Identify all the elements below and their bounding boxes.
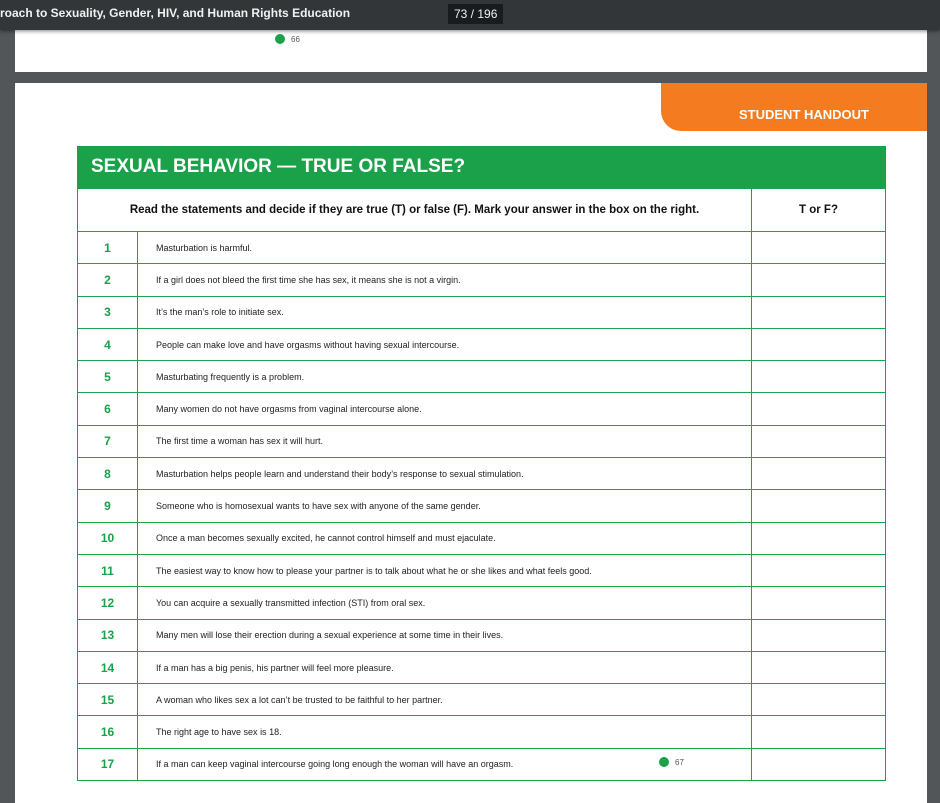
table-row	[78, 361, 886, 393]
answer-column-header: T or F?	[752, 189, 886, 232]
answer-box[interactable]	[752, 425, 886, 457]
table-row	[78, 748, 886, 780]
table-row	[78, 587, 886, 619]
page-number-prev-label: 66	[291, 34, 300, 44]
statement-text: A woman who likes sex a lot can’t be trusted to be faithful to her partner.	[138, 684, 752, 716]
statement-text: Many women do not have orgasms from vaginal intercourse alone.	[138, 393, 752, 425]
statement-number: 7	[78, 425, 138, 457]
answer-box[interactable]	[752, 522, 886, 554]
answer-box[interactable]	[752, 619, 886, 651]
statement-text: You can acquire a sexually transmitted infection (STI) from oral sex.	[138, 587, 752, 619]
true-false-table	[77, 188, 886, 781]
statement-number: 10	[78, 522, 138, 554]
statement-number: 11	[78, 554, 138, 586]
table-row	[78, 264, 886, 296]
table-row	[78, 522, 886, 554]
table-row	[78, 232, 886, 264]
student-handout-label: STUDENT HANDOUT	[739, 107, 869, 122]
statement-text: Someone who is homosexual wants to have sex with anyone of the same gender.	[138, 490, 752, 522]
page-number-prev	[275, 34, 300, 44]
answer-box[interactable]	[752, 296, 886, 328]
answer-box[interactable]	[752, 458, 886, 490]
statement-text: If a man has a big penis, his partner will feel more pleasure.	[138, 651, 752, 683]
statement-number: 2	[78, 264, 138, 296]
statement-text: The easiest way to know how to please your partner is to talk about what he or she likes and what feels good.	[138, 554, 752, 586]
table-row	[78, 619, 886, 651]
answer-box[interactable]	[752, 554, 886, 586]
instructions-header: Read the statements and decide if they are true (T) or false (F). Mark your answer in the box on the right.	[78, 189, 752, 232]
statement-number: 13	[78, 619, 138, 651]
statement-number: 16	[78, 716, 138, 748]
statement-text: Masturbating frequently is a problem.	[138, 361, 752, 393]
statement-number: 15	[78, 684, 138, 716]
table-row	[78, 554, 886, 586]
table-row	[78, 716, 886, 748]
viewer-toolbar	[0, 0, 940, 30]
table-row	[78, 393, 886, 425]
statement-number: 12	[78, 587, 138, 619]
answer-box[interactable]	[752, 232, 886, 264]
statement-number: 17	[78, 748, 138, 780]
page-number-current	[659, 757, 684, 767]
answer-box[interactable]	[752, 716, 886, 748]
answer-box[interactable]	[752, 684, 886, 716]
current-page	[15, 83, 927, 803]
statement-number: 1	[78, 232, 138, 264]
answer-box[interactable]	[752, 490, 886, 522]
statement-text: Many men will lose their erection during a sexual experience at some time in their lives.	[138, 619, 752, 651]
answer-box[interactable]	[752, 748, 886, 780]
table-row	[78, 651, 886, 683]
statement-text: Masturbation helps people learn and understand their body’s response to sexual stimulation.	[138, 458, 752, 490]
table-row	[78, 490, 886, 522]
table-row	[78, 458, 886, 490]
statement-text: Once a man becomes sexually excited, he cannot control himself and must ejaculate.	[138, 522, 752, 554]
statement-text: It’s the man’s role to initiate sex.	[138, 296, 752, 328]
statement-number: 5	[78, 361, 138, 393]
page-number-current-label: 67	[675, 757, 684, 767]
document-title: roach to Sexuality, Gender, HIV, and Human Rights Education	[0, 6, 351, 20]
page-counter[interactable]: 73 / 196	[448, 4, 503, 24]
answer-box[interactable]	[752, 651, 886, 683]
statement-text: The first time a woman has sex it will hurt.	[138, 425, 752, 457]
statement-text: The right age to have sex is 18.	[138, 716, 752, 748]
answer-box[interactable]	[752, 264, 886, 296]
table-row	[78, 684, 886, 716]
statement-number: 3	[78, 296, 138, 328]
statement-text: If a man can keep vaginal intercourse going long enough the woman will have an orgasm.	[138, 748, 752, 780]
statement-number: 14	[78, 651, 138, 683]
statement-number: 8	[78, 458, 138, 490]
answer-box[interactable]	[752, 587, 886, 619]
answer-box[interactable]	[752, 393, 886, 425]
answer-box[interactable]	[752, 361, 886, 393]
statement-text: Masturbation is harmful.	[138, 232, 752, 264]
table-row	[78, 328, 886, 360]
page-dot-icon	[275, 34, 285, 44]
statement-number: 9	[78, 490, 138, 522]
statement-number: 6	[78, 393, 138, 425]
statement-text: If a girl does not bleed the first time she has sex, it means she is not a virgin.	[138, 264, 752, 296]
statement-text: People can make love and have orgasms without having sexual intercourse.	[138, 328, 752, 360]
page-dot-icon	[659, 757, 669, 767]
table-row	[78, 296, 886, 328]
student-handout-tab	[661, 83, 927, 131]
statement-number: 4	[78, 328, 138, 360]
table-row	[78, 425, 886, 457]
answer-box[interactable]	[752, 328, 886, 360]
worksheet-title: SEXUAL BEHAVIOR — TRUE OR FALSE?	[77, 146, 886, 188]
